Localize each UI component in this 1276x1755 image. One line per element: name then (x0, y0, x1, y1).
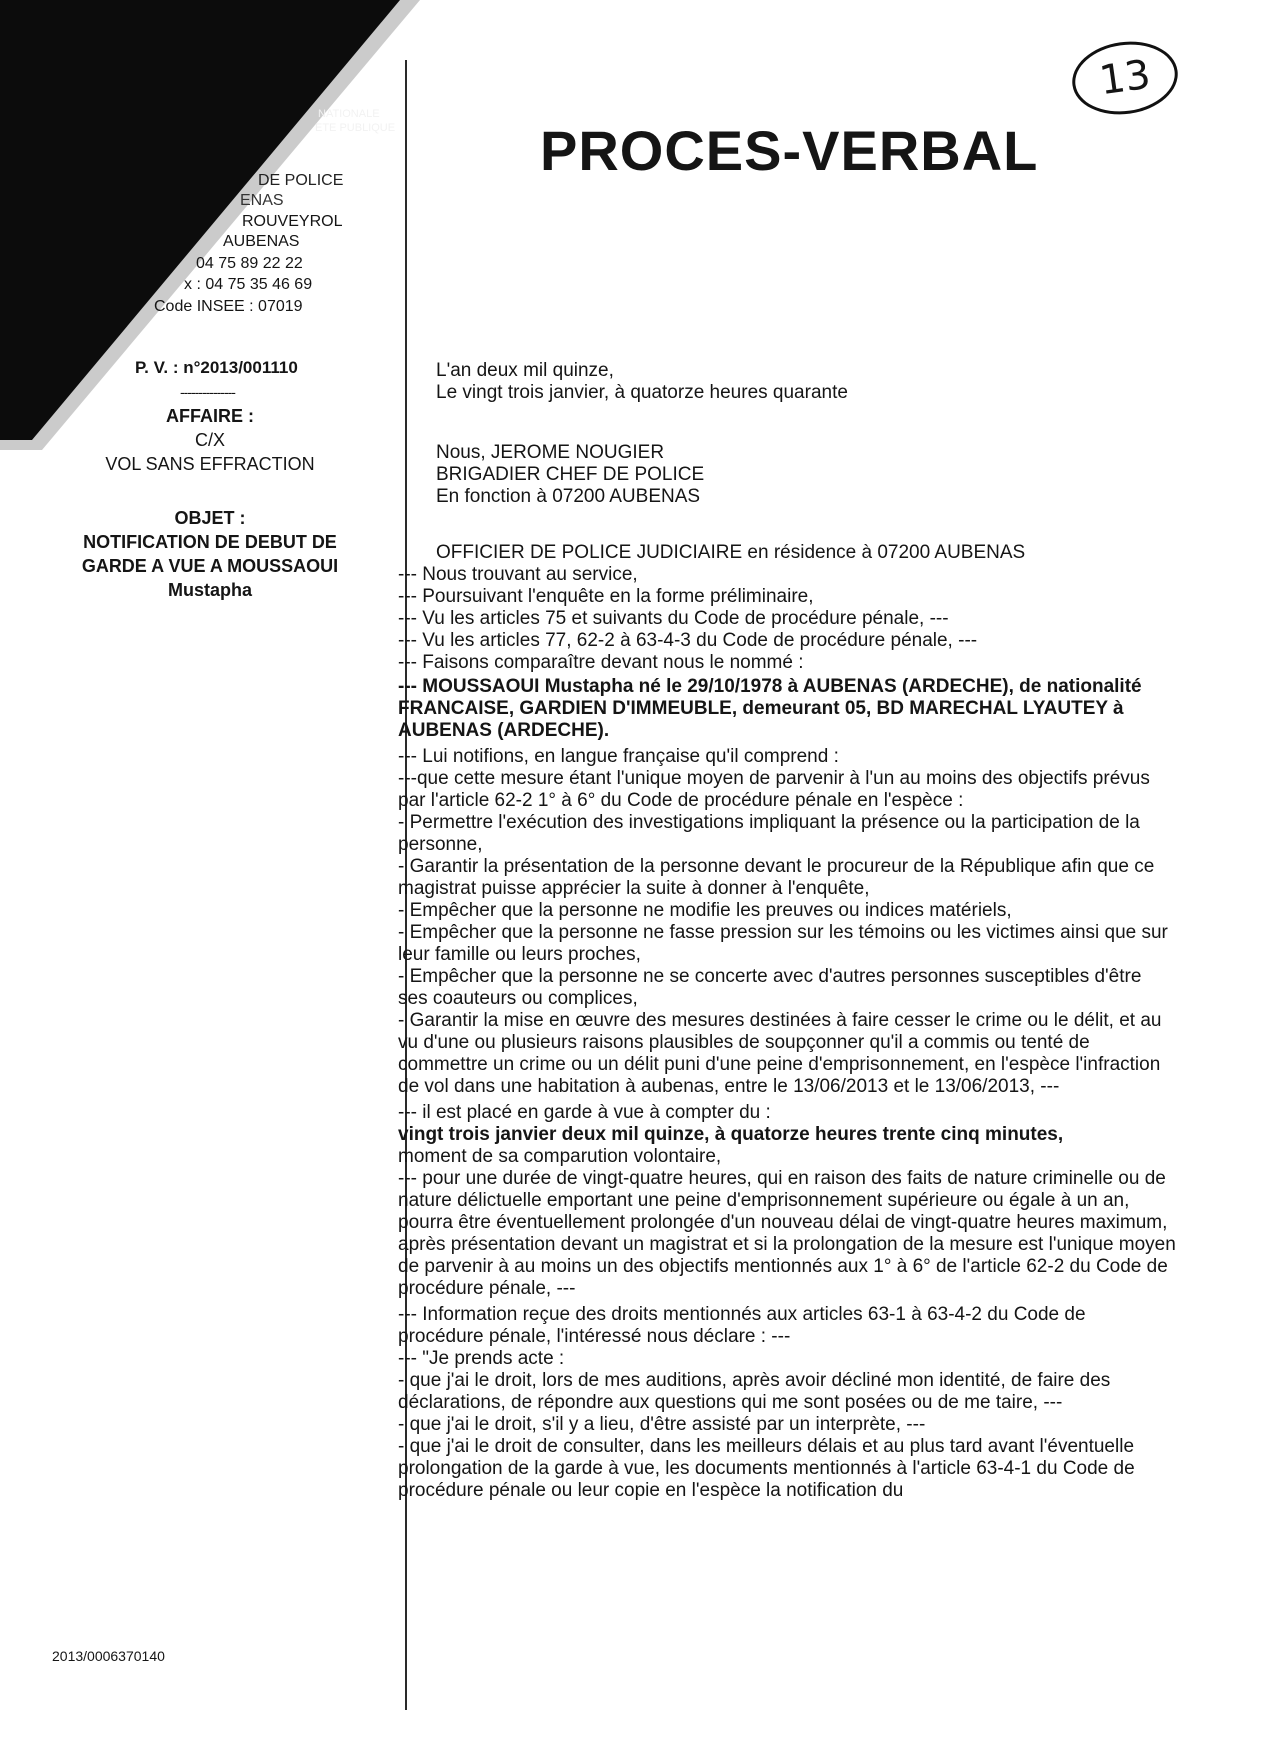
right-3: - que j'ai le droit de consulter, dans les meilleurs délais et au plus tard avant l'éventuelle prolongation de la garde à vue, les documents mentionnés à l'article 63-4-1 du Code de procédure pénale ou leur copie en l'espèce la notification du (398, 1436, 1135, 1501)
body-line-comparaitre: --- Faisons comparaître devant nous le nommé : (398, 652, 804, 673)
objet-label: OBJET : (174, 508, 246, 528)
objet-line-1: NOTIFICATION DE DEBUT DE (83, 532, 337, 552)
header-line-5: ROUVEYROL (242, 213, 343, 230)
header-line-7: 04 75 89 22 22 (196, 255, 303, 272)
pv-separator: --------------- (180, 384, 235, 400)
header-line-1: NATIONALE (318, 108, 380, 120)
date-line-1: L'an deux mil quinze, (436, 360, 614, 381)
header-line-3: DE POLICE (258, 172, 344, 189)
affaire-block (40, 404, 380, 476)
placement-line: --- il est placé en garde à vue à compter du : (398, 1102, 771, 1123)
objective-1: - Permettre l'exécution des investigations impliquant la présence ou la participation de la personne, (398, 812, 1140, 855)
objet-block (40, 506, 380, 602)
person-identity: --- MOUSSAOUI Mustapha né le 29/10/1978 à AUBENAS (ARDECHE), de nationalité FRANCAISE, GARDIEN D'IMMEUBLE, demeurant 05, BD MARECHAL LYAUTEY à AUBENAS (ARDECHE). (398, 676, 1142, 741)
rights-info-paragraph: --- Information reçue des droits mentionnés aux articles 63-1 à 63-4-2 du Code de procédure pénale, l'intéressé nous déclare : --- (398, 1304, 1086, 1347)
duration-paragraph: --- pour une durée de vingt-quatre heures, qui en raison des faits de nature criminelle ou de nature délictuelle emportant une peine d'emprisonnement supérieure ou égale à un an, pourra être éventuellement prolongée d'un nouveau délai de vingt-quatre heures maximum, après présentation devant un magistrat et si la prolongation de la mesure est l'unique moyen de parvenir à au moins un des objectifs mentionnés aux 1° à 6° de l'article 62-2 du Code de procédure pénale, --- (398, 1168, 1176, 1299)
body-line-articles-77: --- Vu les articles 77, 62-2 à 63-4-3 du Code de procédure pénale, --- (398, 630, 978, 651)
affaire-label: AFFAIRE : (166, 406, 254, 426)
body-line-articles-75: --- Vu les articles 75 et suivants du Code de procédure pénale, --- (398, 608, 949, 629)
header-line-9: Code INSEE : 07019 (154, 298, 303, 315)
objet-line-3: Mustapha (167, 580, 252, 600)
opj-line: OFFICIER DE POLICE JUDICIAIRE en résidence à 07200 AUBENAS (436, 542, 1026, 563)
placement-time: vingt trois janvier deux mil quinze, à quatorze heures trente cinq minutes, (398, 1124, 1064, 1145)
date-line-2: Le vingt trois janvier, à quatorze heures quarante (436, 382, 848, 403)
right-1: - que j'ai le droit, lors de mes auditions, après avoir décliné mon identité, de faire des déclarations, de répondre aux questions qui me sont posées ou de me taire, --- (398, 1370, 1111, 1413)
objective-6: - Garantir la mise en œuvre des mesures destinées à faire cesser le crime ou le délit, et au vu d'une ou plusieurs raisons plausibles de soupçonner qu'il a commis ou tenté de commettre un crime ou un délit puni d'une peine d'emprisonnement, en l'espèce l'infraction de vol dans une habitation à aubenas, entre le 13/06/2013 et le 13/06/2013, --- (398, 1010, 1162, 1097)
body-line-service: --- Nous trouvant au service, (398, 564, 638, 585)
document-body (398, 360, 1176, 1502)
objective-4: - Empêcher que la personne ne fasse pression sur les témoins ou les victimes ainsi que sur leur famille ou leurs proches, (398, 922, 1168, 965)
acknowledgement-line: --- "Je prends acte : (398, 1348, 565, 1369)
affaire-cx: C/X (194, 430, 225, 450)
objective-5: - Empêcher que la personne ne se concerte avec d'autres personnes susceptibles d'être ses coauteurs ou complices, (398, 966, 1142, 1009)
header-line-6: AUBENAS (223, 233, 300, 250)
document-title: PROCES-VERBAL (540, 119, 1039, 182)
affaire-type: VOL SANS EFFRACTION (105, 454, 315, 474)
objet-line-2: GARDE A VUE A MOUSSAOUI (81, 556, 339, 576)
pv-number: P. V. : n°2013/001110 (135, 358, 298, 377)
officer-name: Nous, JEROME NOUGIER (436, 442, 665, 463)
mesure-paragraph: ---que cette mesure étant l'unique moyen de parvenir à l'un au moins des objectifs prévus par l'article 62-2 1° à 6° du Code de procédure pénale en l'espèce : (398, 768, 1150, 811)
header-line-8: x : 04 75 35 46 69 (184, 276, 313, 293)
officer-rank: BRIGADIER CHEF DE POLICE (436, 464, 705, 485)
page-number-stamp: 13 (1068, 35, 1183, 121)
document-reference: 2013/0006370140 (52, 1648, 165, 1664)
left-margin-column (0, 0, 400, 1755)
objective-3: - Empêcher que la personne ne modifie les preuves ou indices matériels, (398, 900, 1012, 921)
objective-2: - Garantir la présentation de la personne devant le procureur de la République afin que ce magistrat puisse apprécier la suite à donner à l'enquête, (398, 856, 1155, 899)
placement-moment: moment de sa comparution volontaire, (398, 1146, 722, 1167)
right-2: - que j'ai le droit, s'il y a lieu, d'être assisté par un interprète, --- (398, 1414, 926, 1435)
notification-line: --- Lui notifions, en langue française qu'il comprend : (398, 746, 839, 767)
header-line-4: ENAS (240, 192, 284, 209)
officer-location: En fonction à 07200 AUBENAS (436, 486, 701, 507)
body-line-enquete: --- Poursuivant l'enquête en la forme préliminaire, (398, 586, 814, 607)
header-line-2: ETE PUBLIQUE (315, 122, 396, 134)
